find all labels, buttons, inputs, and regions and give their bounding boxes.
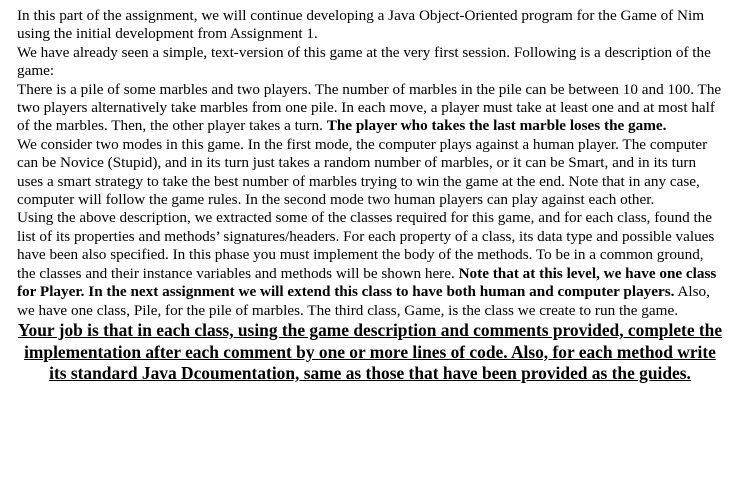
classes-text-1: Using the above description, we extracted some of the classes required for this game, and for each class, found the list of its properties and methods’ signatures/headers. For each property of a class, its data type and possible values have been also specified. In this phase you must implement the body of the methods. To be in a common ground, the classes and their instance variables and methods will be shown here.	[17, 209, 715, 282]
game-rules-losing-condition: The player who takes the last marble loses the game.	[326, 117, 667, 135]
game-rules-paragraph	[17, 81, 723, 136]
player-class-note: Note that at this level, we have one class for Player. In the next assignment we will extend this class to have both human and computer players.	[17, 264, 717, 301]
classes-text-2: Also, we have one class, Pile, for the pile of marbles. The third class, Game, is the class we create to run the game.	[17, 283, 710, 319]
classes-paragraph	[17, 209, 723, 319]
game-rules-text: There is a pile of some marbles and two players. The number of marbles in the pile can be between 10 and 100. The two players alternatively take marbles from one pile. In each move, a player must take at least one and at most half of the marbles. Then, the other player takes a turn.	[17, 80, 722, 135]
game-modes-paragraph: We consider two modes in this game. In the first mode, the computer plays against a human player. The computer can be Novice (Stupid), and in its turn just takes a random number of marbles, or it can be Smart, and in its turn uses a smart strategy to take the best number of marbles trying to win the game at the end. Note that in any case, computer will follow the game rules. In the second mode two human players can play against each other.	[17, 135, 708, 209]
assignment-document	[17, 7, 723, 385]
intro-paragraph-1: In this part of the assignment, we will continue developing a Java Object-Oriented program for the Game of Nim using the initial development from Assignment 1.	[17, 7, 705, 43]
task-instructions: Your job is that in each class, using the game description and comments provided, complete the implementation after each comment by one or more lines of code. Also, for each method write its standard Java Dcoumentation, same as those that have been provided as the guides.	[17, 319, 723, 384]
intro-paragraph-2: We have already seen a simple, text-version of this game at the very first session. Following is a description of the game:	[17, 43, 711, 80]
